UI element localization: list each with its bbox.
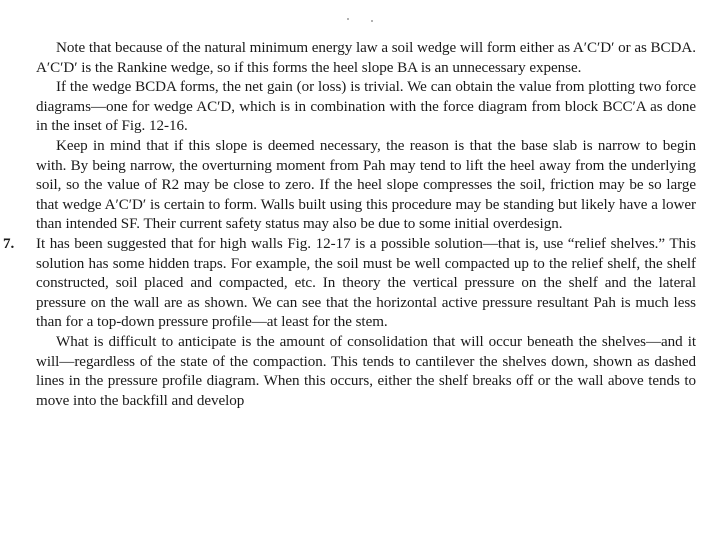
paragraph-1: Note that because of the natural minimum energy law a soil wedge will form either as A′C′D′ or as BCDA. A′C′D′ is the Rankine wedge, so if this forms the heel slope BA is an unnecessary expense.: [36, 40, 696, 76]
body-text: [3, 39, 696, 411]
paragraph-3: Keep in mind that if this slope is deemed necessary, the reason is that the base slab is narrow to begin with. By being narrow, the overturning moment from Pah may tend to lift the heel away from the underlying soil, so the value of R2 may be close to zero. If the heel slope compresses the soil, friction may be so large that wedge A′C′D′ is certain to form. Walls built using this procedure may be standing but likely have a lower than intended SF. Their current safety status may also be due to some initial overdesign.: [36, 137, 696, 233]
paragraph-2: If the wedge BCDA forms, the net gain (or loss) is trivial. We can obtain the value from plotting two force diagrams—one for wedge AC′D, which is in combination with the force diagram from block BCC′A as done in the inset of Fig. 12-16.: [36, 79, 696, 135]
scan-speck: [371, 20, 373, 22]
item-number: 7.: [3, 235, 15, 252]
item-paragraph-2: What is difficult to anticipate is the amount of consolidation that will occur beneath the shelves—and it will—regardless of the state of the compaction. This tends to cantilever the shelves down, shown as dashed lines in the pressure profile diagram. When this occurs, either the shelf breaks off or the wall above tends to move into the backfill and develop: [36, 333, 696, 409]
item-paragraph-1: It has been suggested that for high walls Fig. 12-17 is a possible solution—that is, use “relief shelves.” This solution has some hidden traps. For example, the soil must be well compacted up to the relief shelf, the shelf constructed, soil placed and compacted, etc. In theory the vertical pressure on the shelf and the lateral pressure on the wall are as shown. We can see that the horizontal active pressure resultant Pah is much less than for a top-down pressure profile—at least for the stem.: [36, 235, 696, 331]
scan-speck: [347, 18, 349, 20]
numbered-item-7: [3, 235, 696, 411]
